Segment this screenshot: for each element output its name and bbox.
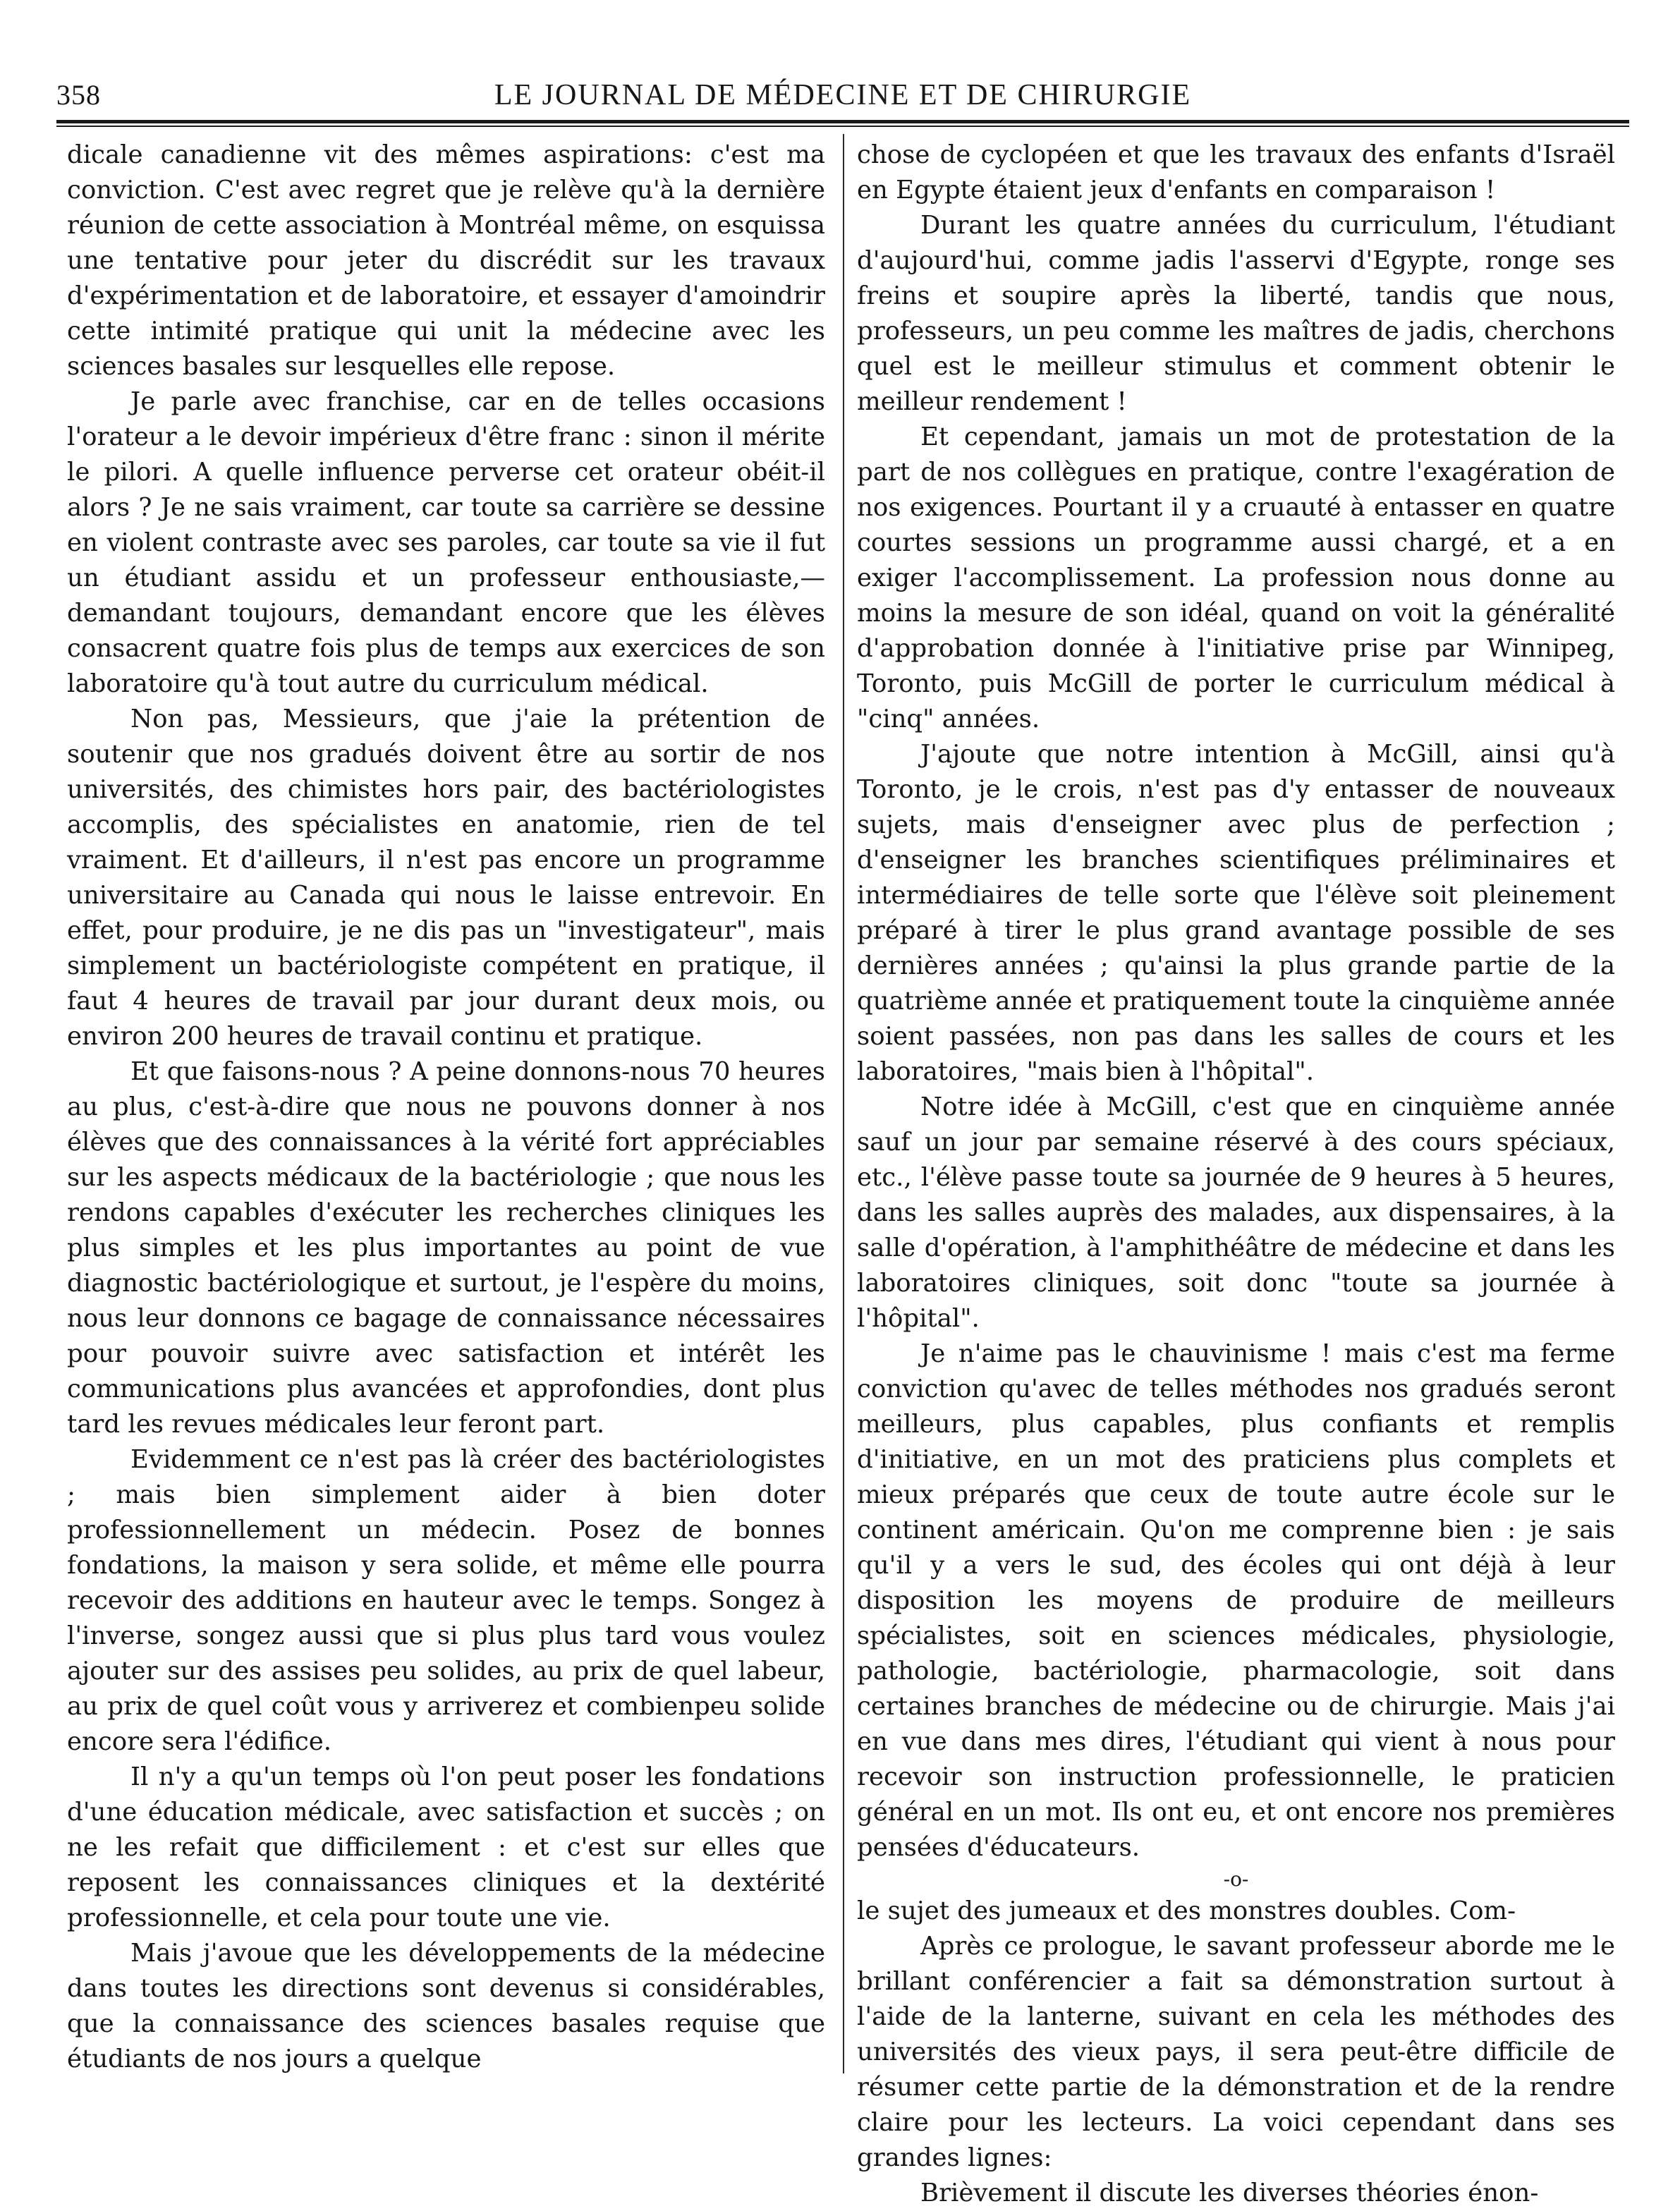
left-column xyxy=(67,138,825,2077)
page-header xyxy=(56,78,1629,120)
page-number: 358 xyxy=(56,79,101,111)
paragraph: Evidemment ce n'est pas là créer des bactériologistes ; mais bien simplement aider à bien doter professionnellement un médecin. Posez de bonnes fondations, la maison y sera solide, et même elle pourra recevoir des additions en hauteur avec le temps. Songez à l'inverse, songez aussi que si plus plus tard vous voulez ajouter sur des assises peu solides, au prix de quel labeur, au prix de quel coût vous y arriverez et combienpeu solide encore sera l'édifice. xyxy=(67,1445,825,1756)
paragraph: Et cependant, jamais un mot de protestation de la part de nos collègues en pratique, contre l'exagération de nos exigences. Pourtant il y a cruauté à entasser en quatre courtes sessions un programme aussi chargé, et a en exiger l'accomplissement. La profession nous donne au moins la mesure de son idéal, quand on voit la généralité d'approbation donnée à l'initiative prise par Winnipeg, Toronto, puis McGill de porter le curriculum médical à "cinq" années. xyxy=(857,422,1615,733)
section-separator: -o- xyxy=(1223,1868,1249,1891)
paragraph: Mais j'avoue que les développements de la médecine dans toutes les directions sont devenus si considérables, que la connaissance des sciences basales requise que étudiants de nos jours a quelque xyxy=(67,1939,825,2073)
paragraph: Notre idée à McGill, c'est que en cinquième année sauf un jour par semaine réservé à des cours spéciaux, etc., l'élève passe toute sa journée de 9 heures à 5 heures, dans les salles auprès des malades, aux dispensaires, à la salle d'opération, à l'amphithéâtre de médecine et dans les laboratoires cliniques, soit donc "toute sa journée à l'hôpital". xyxy=(857,1092,1615,1333)
paragraph: Il n'y a qu'un temps où l'on peut poser les fondations d'une éducation médicale, avec satisfaction et succès ; on ne les refait que difficilement : et c'est sur elles que reposent les connaissances cliniques et la dextérité professionnelle, et cela pour toute une vie. xyxy=(67,1762,825,1932)
paragraph: dicale canadienne vit des mêmes aspirations: c'est ma conviction. C'est avec regret que je relève qu'à la dernière réunion de cette association à Montréal même, on esquissa une tentative pour jeter du discrédit sur les travaux d'expérimentation et de laboratoire, et essayer d'amoindrir cette intimité pratique qui unit la médecine avec les sciences basales sur lesquelles elle repose. xyxy=(67,140,825,381)
paragraph: le sujet des jumeaux et des monstres doubles. Com- xyxy=(857,1896,1516,1925)
paragraph: Je n'aime pas le chauvinisme ! mais c'est ma ferme conviction qu'avec de telles méthodes nos gradués seront meilleurs, plus capables, plus confiants et remplis d'initiative, en un mot des praticiens plus complets et mieux préparés que ceux de toute autre école sur le continent américain. Qu'on me comprenne bien : je sais qu'il y a vers le sud, des écoles qui ont déjà à leur disposition les moyens de produire de meilleurs spécialistes, soit en sciences médicales, physiologie, pathologie, bactériologie, pharmacologie, soit dans certaines branches de médecine ou de chirurgie. Mais j'ai en vue dans mes dires, l'étudiant qui vient à nous pour recevoir son instruction professionnelle, le praticien général en un mot. Ils ont eu, et ont encore nos premières pensées d'éducateurs. xyxy=(857,1339,1615,1862)
header-rule-thin xyxy=(56,126,1629,127)
paragraph: Brièvement il discute les diverses théories énon- xyxy=(920,2179,1539,2207)
paragraph: Je parle avec franchise, car en de telles occasions l'orateur a le devoir impérieux d'être franc : sinon il mérite le pilori. A quelle influence perverse cet orateur obéit-il alors ? Je ne sais vraiment, car toute sa carrière se dessine en violent contraste avec ses paroles, car toute sa vie il fut un étudiant assidu et un professeur enthousiaste,—demandant toujours, demandant encore que les élèves consacrent quatre fois plus de temps aux exercices de son laboratoire qu'à tout autre du curriculum médical. xyxy=(67,387,825,698)
paragraph: Après ce prologue, le savant professeur aborde me le brillant conférencier a fait sa démonstration surtout à l'aide de la lanterne, suivant en cela les méthodes des universités des vieux pays, il sera peut-être difficile de résumer cette partie de la démonstration et de la rendre claire pour les lecteurs. La voici cependant dans ses grandes lignes: xyxy=(857,1932,1615,2172)
paragraph: Non pas, Messieurs, que j'aie la prétention de soutenir que nos gradués doivent être au sortir de nos universités, des chimistes hors pair, des bactériologistes accomplis, des spécialistes en anatomie, rien de tel vraiment. Et d'ailleurs, il n'est pas encore un programme universitaire au Canada qui nous le laisse entrevoir. En effet, pour produire, je ne dis pas un "investigateur", mais simplement un bactériologiste compétent en pratique, il faut 4 heures de travail par jour durant deux mois, ou environ 200 heures de travail continu et pratique. xyxy=(67,705,825,1051)
paragraph: Et que faisons-nous ? A peine donnons-nous 70 heures au plus, c'est-à-dire que nous ne pouvons donner à nos élèves que des connaissances à la vérité fort appréciables sur les aspects médicaux de la bactériologie ; que nous les rendons capables d'exécuter les recherches cliniques les plus simples et les plus importantes au point de vue diagnostic bactériologique et surtout, je l'espère du moins, nous leur donnons ce bagage de connaissance nécessaires pour pouvoir suivre avec satisfaction et intérêt les communications plus avancées et approfondies, dont plus tard les revues médicales leur feront part. xyxy=(67,1057,825,1439)
paragraph: J'ajoute que notre intention à McGill, ainsi qu'à Toronto, je le crois, n'est pas d'y entasser de nouveaux sujets, mais d'enseigner avec plus de perfection ; d'enseigner les branches scientifiques préliminaires et intermédiaires de telle sorte que l'élève soit pleinement préparé à tirer le plus grand avantage possible de ses dernières années ; qu'ainsi la plus grande partie de la quatrième année et pratiquement toute la cinquième année soient passées, non pas dans les salles de cours et les laboratoires, "mais bien à l'hôpital". xyxy=(857,740,1616,1086)
header-rule xyxy=(56,120,1629,123)
running-title: LE JOURNAL DE MÉDECINE ET DE CHIRURGIE xyxy=(494,79,1192,111)
paragraph: Durant les quatre années du curriculum, l'étudiant d'aujourd'hui, comme jadis l'asservi d'Egypte, ronge ses freins et soupire après la liberté, tandis que nous, professeurs, un peu comme les maîtres de jadis, cherchons quel est le meilleur stimulus et comment obtenir le meilleur rendement ! xyxy=(857,211,1615,416)
right-column xyxy=(857,138,1615,2211)
paragraph: chose de cyclopéen et que les travaux des enfants d'Israël en Egypte étaient jeux d'enfants en comparaison ! xyxy=(857,140,1615,205)
column-divider xyxy=(843,134,844,2073)
